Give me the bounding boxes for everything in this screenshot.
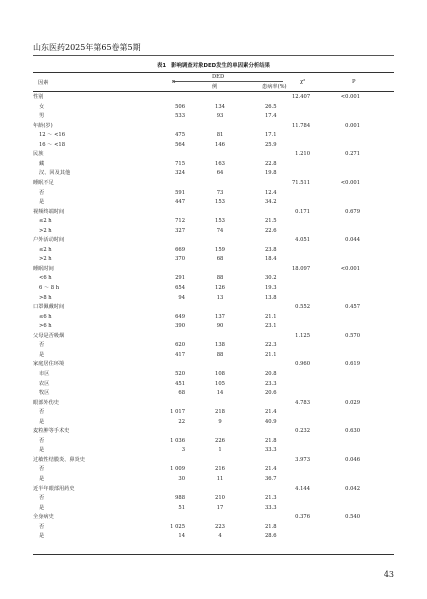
cell-cases: 4 (218, 533, 222, 540)
cell-chi-square: 12.407 (292, 94, 311, 100)
row-label: 市区 (39, 370, 50, 377)
cell-cases: 13 (216, 294, 224, 301)
cell-rate: 21.1 (265, 351, 277, 358)
table-row (33, 351, 394, 360)
row-label: >2 h (39, 256, 52, 263)
table-row (33, 322, 394, 331)
cell-cases: 88 (216, 351, 224, 358)
cell-n: 988 (175, 495, 185, 502)
cell-chi-square: 1.125 (295, 332, 310, 339)
cell-n: 654 (175, 285, 185, 291)
cell-n: 94 (178, 294, 185, 301)
cell-p-value: <0.001 (340, 265, 360, 272)
col-header-chi: χ² (300, 79, 306, 85)
cell-rate: 22.8 (265, 160, 277, 167)
table-header-rule (33, 91, 394, 92)
table-row (33, 236, 394, 245)
cell-rate: 17.4 (265, 113, 277, 120)
row-label: 否 (39, 437, 45, 444)
cell-rate: 17.1 (265, 132, 277, 139)
cell-cases: 90 (216, 323, 224, 330)
table-row (33, 370, 394, 379)
table-row (33, 169, 394, 178)
table-row (33, 93, 394, 102)
row-label: ≤6 h (39, 313, 52, 320)
cell-chi-square: 0.960 (295, 361, 310, 368)
table-row (33, 427, 394, 436)
cell-cases: 216 (215, 466, 225, 473)
cell-rate: 13.8 (265, 294, 277, 301)
row-label: 否 (39, 523, 45, 530)
cell-p-value: 0.046 (345, 456, 360, 463)
cell-p-value: 0.619 (345, 361, 360, 368)
cell-cases: 74 (216, 227, 224, 234)
cell-cases: 1 (218, 447, 222, 454)
cell-cases: 14 (216, 390, 224, 397)
cell-cases: 88 (216, 275, 224, 282)
cell-cases: 159 (215, 246, 225, 253)
cell-n: 649 (175, 313, 185, 320)
cell-cases: 223 (215, 523, 225, 530)
cell-n: 506 (175, 103, 185, 110)
cell-rate: 30.2 (265, 275, 277, 282)
cell-p-value: 0.271 (345, 151, 360, 158)
cell-n: 327 (175, 227, 185, 234)
table-row (33, 103, 394, 112)
table-row (33, 160, 394, 169)
cell-rate: 23.8 (265, 246, 277, 253)
table-row (33, 294, 394, 303)
cell-rate: 21.5 (265, 218, 277, 225)
row-label: 否 (39, 495, 45, 502)
row-label: 牧区 (39, 390, 50, 397)
cell-rate: 20.6 (265, 390, 277, 397)
table-row (33, 532, 394, 541)
cell-rate: 26.5 (265, 103, 277, 110)
cell-n: 1 017 (170, 409, 185, 416)
row-label: 汉、回及其他 (39, 170, 71, 177)
table-row (33, 112, 394, 121)
cell-cases: 73 (216, 189, 224, 196)
cell-cases: 11 (216, 476, 224, 482)
cell-rate: 21.8 (265, 523, 277, 530)
cell-chi-square: 0.376 (295, 514, 310, 521)
table-row (33, 332, 394, 341)
table-row (33, 265, 394, 274)
row-label: 是 (39, 533, 45, 540)
cell-chi-square: 4.144 (295, 485, 310, 492)
cell-n: 22 (178, 418, 185, 425)
table-row (33, 408, 394, 417)
cell-cases: 218 (215, 409, 225, 416)
cell-cases: 126 (215, 285, 225, 291)
cell-n: 68 (178, 390, 185, 397)
row-label: 视频终端时间 (33, 208, 65, 215)
table-row (33, 456, 394, 465)
row-label: 否 (39, 342, 45, 349)
col-header-ded: DED (212, 74, 225, 80)
cell-n: 451 (175, 380, 185, 387)
cell-cases: 153 (215, 199, 225, 206)
row-label: 家庭居住环境 (33, 361, 65, 368)
table-number: 表1 (156, 63, 167, 69)
cell-cases: 81 (216, 132, 224, 139)
table-row (33, 284, 394, 293)
cell-rate: 19.8 (265, 170, 277, 177)
row-label: 6 ～ 8 h (39, 285, 60, 291)
cell-chi-square: 0.232 (295, 428, 310, 435)
cell-rate: 23.3 (265, 380, 277, 387)
cell-rate: 21.8 (265, 437, 277, 444)
cell-n: 712 (175, 218, 185, 225)
cell-chi-square: 1.210 (295, 151, 310, 158)
header-rule (33, 55, 394, 56)
row-label: 过敏性结膜炎、鼻炎史 (33, 456, 85, 463)
cell-cases: 105 (215, 380, 225, 387)
row-label: 性别 (33, 94, 44, 100)
cell-cases: 226 (215, 437, 225, 444)
cell-chi-square: 4.051 (295, 237, 310, 244)
row-label: 口罩佩戴时间 (33, 304, 65, 311)
table-row (33, 437, 394, 446)
table-row (33, 246, 394, 255)
row-label: 民族 (33, 151, 44, 158)
cell-rate: 40.9 (265, 418, 277, 425)
cell-rate: 28.6 (265, 533, 277, 540)
row-label: 是 (39, 504, 45, 511)
table-row (33, 494, 394, 503)
cell-n: 390 (175, 323, 185, 330)
cell-p-value: 0.001 (345, 122, 360, 129)
cell-n: 51 (178, 504, 185, 511)
row-label: 男 (39, 113, 45, 120)
row-label: 户外活动时间 (33, 237, 65, 244)
cell-n: 1 036 (170, 437, 185, 444)
cell-rate: 22.3 (265, 342, 277, 349)
col-header-p: P (352, 79, 356, 85)
table-row (33, 141, 394, 150)
table-row (33, 227, 394, 236)
table-row (33, 389, 394, 398)
cell-n: 1 009 (170, 466, 185, 473)
row-label: 12 ～ <16 (39, 132, 66, 139)
table-row (33, 341, 394, 350)
row-label: >8 h (39, 294, 52, 301)
cell-chi-square: 0.552 (295, 304, 310, 311)
cell-cases: 68 (216, 256, 224, 263)
cell-n: 447 (175, 199, 185, 206)
row-label: 近半年眼部用药史 (33, 485, 75, 492)
cell-n: 291 (175, 275, 185, 282)
cell-rate: 20.8 (265, 370, 277, 377)
table-row (33, 274, 394, 283)
row-label: 睡眠时间 (33, 265, 54, 272)
cell-rate: 21.4 (265, 466, 277, 473)
cell-cases: 64 (216, 170, 224, 177)
row-label: 是 (39, 447, 45, 454)
table-row (33, 303, 394, 312)
row-label: 16 ～ <18 (39, 141, 66, 148)
cell-p-value: 0.630 (345, 428, 360, 435)
cell-rate: 34.2 (265, 199, 277, 206)
cell-n: 475 (175, 132, 185, 139)
cell-p-value: <0.001 (340, 179, 360, 186)
row-label: 眼部外伤史 (33, 399, 59, 406)
cell-cases: 17 (216, 504, 224, 511)
cell-cases: 93 (216, 113, 224, 120)
cell-p-value: 0.540 (345, 514, 360, 521)
row-label: 麦粒肿等手术史 (33, 428, 70, 435)
table-row (33, 313, 394, 322)
cell-n: 3 (181, 447, 185, 454)
row-label: 女 (39, 103, 45, 110)
cell-rate: 18.4 (265, 256, 277, 263)
cell-rate: 33.3 (265, 447, 277, 454)
cell-n: 417 (175, 351, 185, 358)
row-label: 父母是否吸烟 (33, 332, 65, 339)
row-label: 是 (39, 351, 45, 358)
table-row (33, 380, 394, 389)
cell-rate: 21.4 (265, 409, 277, 416)
cell-rate: 25.9 (265, 141, 277, 148)
cell-n: 14 (178, 533, 185, 540)
row-label: ≤2 h (39, 218, 52, 225)
cell-p-value: 0.570 (345, 332, 360, 339)
cell-cases: 108 (215, 370, 225, 377)
col-header-factor: 因素 (38, 80, 49, 86)
cell-cases: 210 (215, 495, 225, 502)
cell-rate: 22.6 (265, 227, 277, 234)
page-number: 43 (383, 570, 394, 579)
cell-chi-square: 4.783 (295, 399, 310, 406)
row-label: 否 (39, 466, 45, 473)
cell-cases: 134 (215, 103, 225, 110)
cell-cases: 138 (215, 342, 225, 349)
table-row (33, 446, 394, 455)
cell-chi-square: 11.784 (292, 122, 311, 129)
row-label: >6 h (39, 323, 52, 330)
row-label: 是 (39, 418, 45, 425)
table-row (33, 131, 394, 140)
row-label: ≤2 h (39, 246, 52, 253)
table-row (33, 255, 394, 264)
cell-p-value: 0.029 (345, 399, 360, 406)
cell-p-value: 0.457 (345, 304, 360, 311)
cell-n: 1 025 (170, 523, 185, 530)
table-row (33, 399, 394, 408)
table-row (33, 198, 394, 207)
table-row (33, 523, 394, 532)
table-row (33, 513, 394, 522)
row-label: 否 (39, 189, 45, 196)
cell-rate: 21.3 (265, 495, 277, 502)
cell-p-value: 0.679 (345, 208, 360, 215)
cell-n: 370 (175, 256, 185, 263)
table-row (33, 217, 394, 226)
journal-header: 山东医药2025年第65卷第5期 (33, 43, 141, 52)
table-row (33, 208, 394, 217)
table-row (33, 150, 394, 159)
table-row (33, 360, 394, 369)
table-row (33, 122, 394, 131)
cell-chi-square: 18.097 (292, 265, 311, 272)
row-label: 是 (39, 476, 45, 482)
col-header-cases: 例 (212, 84, 218, 90)
cell-cases: 163 (215, 160, 225, 167)
cell-p-value: 0.044 (345, 237, 360, 244)
col-header-rate: 患病率(%) (262, 84, 287, 90)
cell-n: 533 (175, 113, 185, 120)
cell-rate: 36.7 (265, 476, 277, 482)
table-row (33, 179, 394, 188)
row-label: >2 h (39, 227, 52, 234)
cell-n: 30 (178, 476, 185, 482)
ded-sub-rule (173, 81, 283, 82)
row-label: 农区 (39, 380, 50, 387)
cell-rate: 33.3 (265, 504, 277, 511)
col-header-n: n (172, 79, 176, 85)
table-row (33, 189, 394, 198)
cell-rate: 19.3 (265, 285, 277, 291)
cell-cases: 146 (215, 141, 225, 148)
cell-rate: 21.1 (265, 313, 277, 320)
row-label: 全身病史 (33, 514, 54, 521)
cell-n: 715 (175, 160, 185, 167)
table-caption (0, 61, 427, 69)
cell-n: 564 (175, 141, 185, 148)
table-row (33, 465, 394, 474)
table-row (33, 504, 394, 513)
cell-chi-square: 3.973 (295, 456, 310, 463)
table-title: 影响调查对象DED发生的单因素分析结果 (171, 63, 271, 69)
row-label: <6 h (39, 275, 52, 282)
row-label: 睡眠不足 (33, 179, 54, 186)
cell-n: 324 (175, 170, 185, 177)
cell-p-value: 0.042 (345, 485, 360, 492)
cell-cases: 9 (218, 418, 222, 425)
cell-cases: 137 (215, 313, 225, 320)
table-bottom-rule (33, 554, 394, 555)
table-row (33, 418, 394, 427)
table-top-rule (33, 72, 394, 73)
row-label: 否 (39, 409, 45, 416)
cell-rate: 23.1 (265, 323, 277, 330)
cell-cases: 153 (215, 218, 225, 225)
cell-n: 520 (175, 370, 185, 377)
cell-n: 620 (175, 342, 185, 349)
table-row (33, 485, 394, 494)
cell-n: 591 (175, 189, 185, 196)
row-label: 藏 (39, 160, 45, 167)
row-label: 是 (39, 199, 45, 206)
cell-chi-square: 71.511 (292, 179, 311, 186)
cell-p-value: <0.001 (340, 94, 360, 100)
table-row (33, 475, 394, 484)
cell-chi-square: 0.171 (295, 208, 310, 215)
row-label: 年龄(岁) (33, 122, 53, 129)
cell-n: 669 (175, 246, 185, 253)
cell-rate: 12.4 (265, 189, 277, 196)
